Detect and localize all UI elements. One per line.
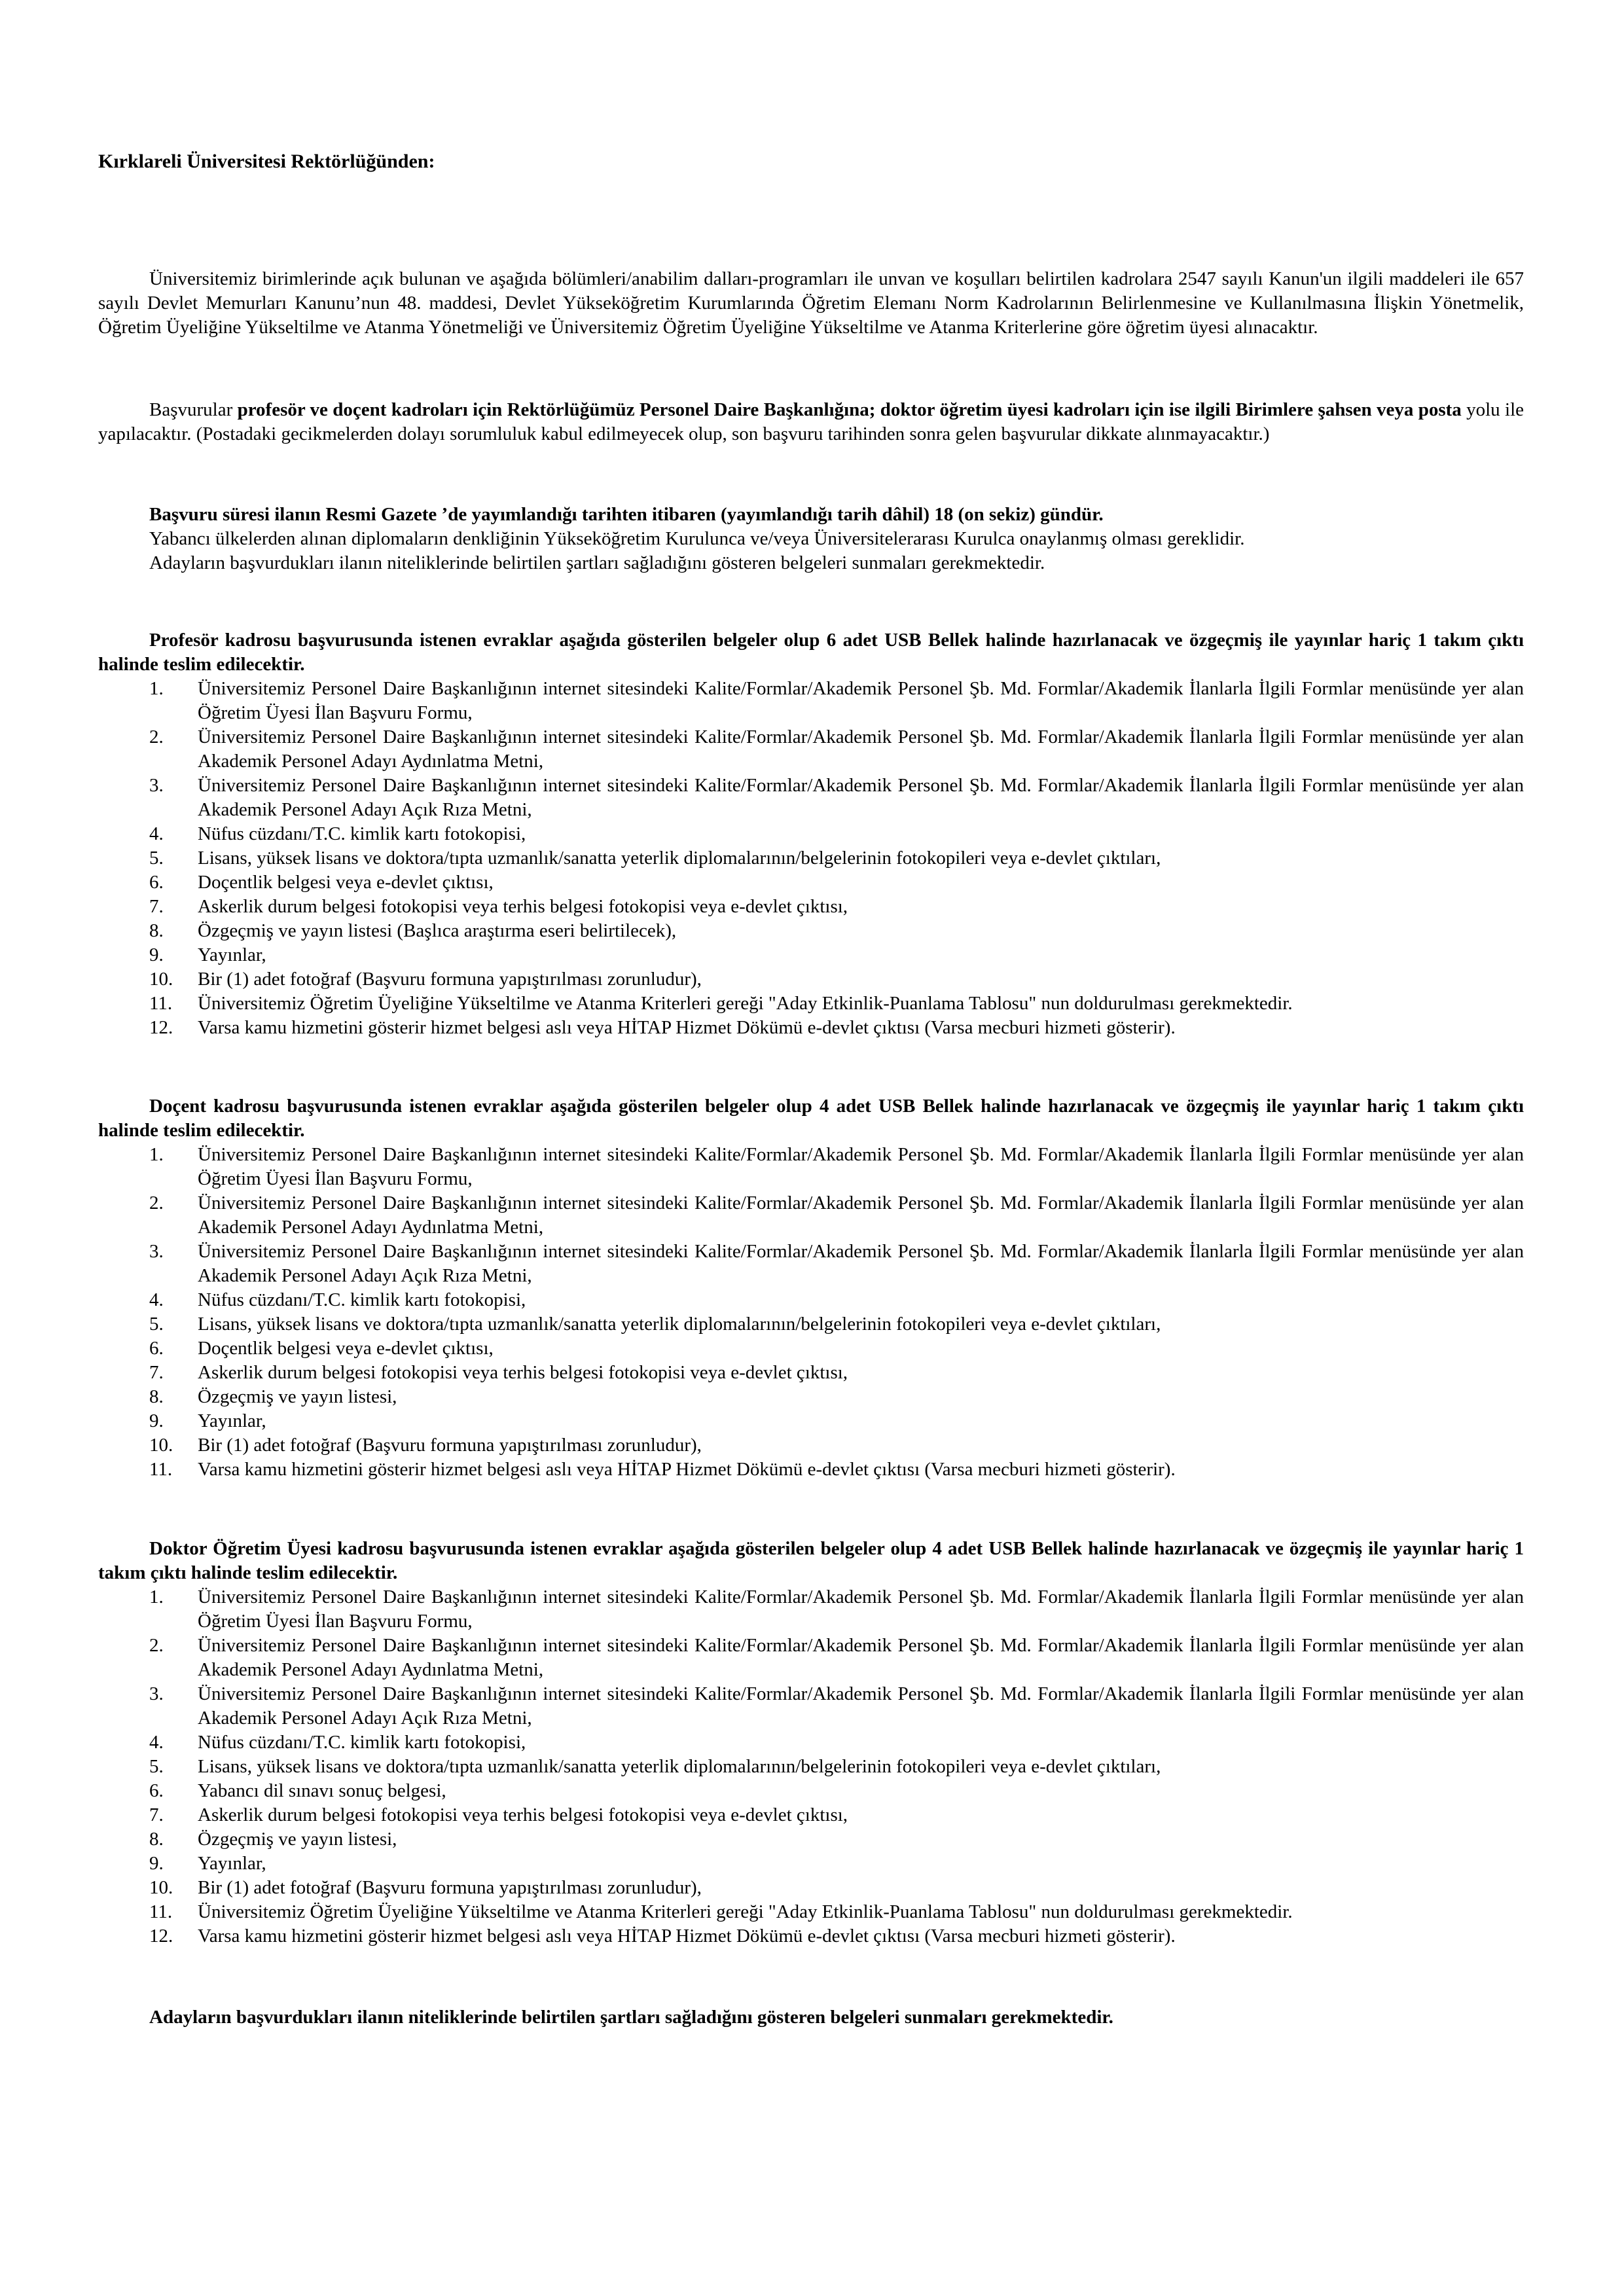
list-item: 1. Üniversitemiz Personel Daire Başkanlığının internet sitesindeki Kalite/Formlar/Akademik Personel Şb. Md. Formlar/Akademik İlanlarla İlgili Formlar menüsünde yer alan Öğretim Üyesi İlan Başvuru Formu, bbox=[98, 1143, 1524, 1191]
list-item-text: Bir (1) adet fotoğraf (Başvuru formuna yapıştırılması zorunludur), bbox=[198, 1435, 702, 1456]
list-item: 4. Nüfus cüzdanı/T.C. kimlik kartı fotokopisi, bbox=[98, 822, 1524, 846]
list-item-text: Özgeçmiş ve yayın listesi, bbox=[198, 1829, 397, 1850]
list-item: 9. Yayınlar, bbox=[98, 1852, 1524, 1876]
list-item: 7. Askerlik durum belgesi fotokopisi veya terhis belgesi fotokopisi veya e-devlet çıktısı, bbox=[98, 895, 1524, 919]
list-item: 4. Nüfus cüzdanı/T.C. kimlik kartı fotokopisi, bbox=[98, 1731, 1524, 1755]
application-paragraph bbox=[98, 398, 1524, 446]
list-item-text: Yayınlar, bbox=[198, 1410, 266, 1431]
deadline-line: Başvuru süresi ilanın Resmi Gazete ’de yayımlandığı tarihten itibaren (yayımlandığı tarih dâhil) 18 (on sekiz) gündür. bbox=[149, 504, 1104, 525]
list-item: 6. Doçentlik belgesi veya e-devlet çıktısı, bbox=[98, 870, 1524, 895]
list-item: 3. Üniversitemiz Personel Daire Başkanlığının internet sitesindeki Kalite/Formlar/Akademik Personel Şb. Md. Formlar/Akademik İlanlarla İlgili Formlar menüsünde yer alan Akademik Personel Adayı Açık Rıza Metni, bbox=[98, 774, 1524, 822]
page-title: Kırklareli Üniversitesi Rektörlüğünden: bbox=[98, 151, 435, 172]
foreign-diploma-line: Yabancı ülkelerden alınan diplomaların denkliğinin Yükseköğretim Kurulunca ve/veya Üniversitelerarası Kurulca onaylanmış olması gereklidir. bbox=[149, 528, 1245, 549]
list-item: 5. Lisans, yüksek lisans ve doktora/tıpta uzmanlık/sanatta yeterlik diplomalarının/belgelerinin fotokopileri veya e-devlet çıktıları, bbox=[98, 846, 1524, 870]
closing-note: Adayların başvurdukları ilanın niteliklerinde belirtilen şartları sağladığını gösteren belgeleri sunmaları gerekmektedir. bbox=[149, 2007, 1113, 2028]
list-item: 11. Üniversitemiz Öğretim Üyeliğine Yükseltilme ve Atanma Kriterleri gereği "Aday Etkinlik-Puanlama Tablosu" nun doldurulması gerekmektedir. bbox=[98, 1900, 1524, 1924]
list-item: 5. Lisans, yüksek lisans ve doktora/tıpta uzmanlık/sanatta yeterlik diplomalarının/belgelerinin fotokopileri veya e-devlet çıktıları, bbox=[98, 1312, 1524, 1336]
list-item-text: Yabancı dil sınavı sonuç belgesi, bbox=[198, 1780, 446, 1801]
list-item-text: Üniversitemiz Personel Daire Başkanlığının internet sitesindeki Kalite/Formlar/Akademik Personel Şb. Md. Formlar/Akademik İlanlarla İlgili Formlar menüsünde yer alan Öğretim Üyesi İlan Başvuru Formu, bbox=[198, 1144, 1524, 1189]
section-title-professor: Profesör kadrosu başvurusunda istenen evraklar aşağıda gösterilen belgeler olup 6 adet USB Bellek halinde hazırlanacak ve özgeçmiş ile yayınlar hariç 1 takım çıktı halinde teslim edilecektir. bbox=[98, 630, 1524, 675]
list-item: 7. Askerlik durum belgesi fotokopisi veya terhis belgesi fotokopisi veya e-devlet çıktısı, bbox=[98, 1803, 1524, 1827]
list-item-text: Yayınlar, bbox=[198, 944, 266, 965]
list-item-text: Üniversitemiz Öğretim Üyeliğine Yükseltilme ve Atanma Kriterleri gereği "Aday Etkinlik-Puanlama Tablosu" nun doldurulması gerekmektedir. bbox=[198, 993, 1293, 1014]
list-item-text: Doçentlik belgesi veya e-devlet çıktısı, bbox=[198, 1338, 494, 1359]
list-item: 2. Üniversitemiz Personel Daire Başkanlığının internet sitesindeki Kalite/Formlar/Akademik Personel Şb. Md. Formlar/Akademik İlanlarla İlgili Formlar menüsünde yer alan Akademik Personel Adayı Aydınlatma Metni, bbox=[98, 1634, 1524, 1682]
list-item-text: Nüfus cüzdanı/T.C. kimlik kartı fotokopisi, bbox=[198, 1732, 526, 1753]
list-item-text: Üniversitemiz Personel Daire Başkanlığının internet sitesindeki Kalite/Formlar/Akademik Personel Şb. Md. Formlar/Akademik İlanlarla İlgili Formlar menüsünde yer alan Akademik Personel Adayı Açık Rıza Metni, bbox=[198, 1683, 1524, 1729]
list-item-text: Üniversitemiz Personel Daire Başkanlığının internet sitesindeki Kalite/Formlar/Akademik Personel Şb. Md. Formlar/Akademik İlanlarla İlgili Formlar menüsünde yer alan Öğretim Üyesi İlan Başvuru Formu, bbox=[198, 1587, 1524, 1632]
intro-paragraph: Üniversitemiz birimlerinde açık bulunan ve aşağıda bölümleri/anabilim dalları-programları ile unvan ve koşulları belirtilen kadrolara 2547 sayılı Kanun'un ilgili maddeleri ile 657 sayılı Devlet Memurları Kanunu’nun 48. maddesi, Devlet Yükseköğretim Kurumlarında Öğretim Elemanı Norm Kadrolarının Belirlenmesine ve Kullanılmasına İlişkin Yönetmelik, Öğretim Üyeliğine Yükseltilme ve Atanma Yönetmeliği ve Üniversitemiz Öğretim Üyeliğine Yükseltilme ve Atanma Kriterlerine göre öğretim üyesi alınacaktır. bbox=[98, 268, 1524, 338]
list-item-text: Varsa kamu hizmetini gösterir hizmet belgesi aslı veya HİTAP Hizmet Dökümü e-devlet çıktısı (Varsa mecburi hizmeti gösterir). bbox=[198, 1459, 1176, 1480]
list-item-text: Askerlik durum belgesi fotokopisi veya terhis belgesi fotokopisi veya e-devlet çıktısı, bbox=[198, 896, 848, 917]
list-item-text: Üniversitemiz Personel Daire Başkanlığının internet sitesindeki Kalite/Formlar/Akademik Personel Şb. Md. Formlar/Akademik İlanlarla İlgili Formlar menüsünde yer alan Akademik Personel Adayı Açık Rıza Metni, bbox=[198, 1241, 1524, 1286]
list-item: 2. Üniversitemiz Personel Daire Başkanlığının internet sitesindeki Kalite/Formlar/Akademik Personel Şb. Md. Formlar/Akademik İlanlarla İlgili Formlar menüsünde yer alan Akademik Personel Adayı Aydınlatma Metni, bbox=[98, 725, 1524, 774]
list-item-text: Varsa kamu hizmetini gösterir hizmet belgesi aslı veya HİTAP Hizmet Dökümü e-devlet çıktısı (Varsa mecburi hizmeti gösterir). bbox=[198, 1926, 1176, 1946]
list-item: 9. Yayınlar, bbox=[98, 1409, 1524, 1433]
list-item: 6. Doçentlik belgesi veya e-devlet çıktısı, bbox=[98, 1336, 1524, 1361]
list-item: 12. Varsa kamu hizmetini gösterir hizmet belgesi aslı veya HİTAP Hizmet Dökümü e-devlet çıktısı (Varsa mecburi hizmeti gösterir). bbox=[98, 1924, 1524, 1948]
list-item: 10. Bir (1) adet fotoğraf (Başvuru formuna yapıştırılması zorunludur), bbox=[98, 1433, 1524, 1458]
list-item: 10. Bir (1) adet fotoğraf (Başvuru formuna yapıştırılması zorunludur), bbox=[98, 1876, 1524, 1900]
list-item: 1. Üniversitemiz Personel Daire Başkanlığının internet sitesindeki Kalite/Formlar/Akademik Personel Şb. Md. Formlar/Akademik İlanlarla İlgili Formlar menüsünde yer alan Öğretim Üyesi İlan Başvuru Formu, bbox=[98, 677, 1524, 725]
list-item-text: Doçentlik belgesi veya e-devlet çıktısı, bbox=[198, 872, 494, 893]
list-item: 9. Yayınlar, bbox=[98, 943, 1524, 967]
list-item-text: Varsa kamu hizmetini gösterir hizmet belgesi aslı veya HİTAP Hizmet Dökümü e-devlet çıktısı (Varsa mecburi hizmeti gösterir). bbox=[198, 1017, 1176, 1038]
list-item: 6. Yabancı dil sınavı sonuç belgesi, bbox=[98, 1779, 1524, 1803]
list-item: 8. Özgeçmiş ve yayın listesi, bbox=[98, 1827, 1524, 1852]
section-title-assistant-professor: Doktor Öğretim Üyesi kadrosu başvurusunda istenen evraklar aşağıda gösterilen belgeler olup 4 adet USB Bellek halinde hazırlanacak ve özgeçmiş ile yayınlar hariç 1 takım çıktı halinde teslim edilecektir. bbox=[98, 1538, 1524, 1583]
section-title-associate-professor: Doçent kadrosu başvurusunda istenen evraklar aşağıda gösterilen belgeler olup 4 adet USB Bellek halinde hazırlanacak ve özgeçmiş ile yayınlar hariç 1 takım çıktı halinde teslim edilecektir. bbox=[98, 1096, 1524, 1141]
list-item-text: Özgeçmiş ve yayın listesi (Başlıca araştırma eseri belirtilecek), bbox=[198, 920, 677, 941]
list-item-text: Özgeçmiş ve yayın listesi, bbox=[198, 1386, 397, 1407]
list-item-text: Üniversitemiz Personel Daire Başkanlığının internet sitesindeki Kalite/Formlar/Akademik Personel Şb. Md. Formlar/Akademik İlanlarla İlgili Formlar menüsünde yer alan Akademik Personel Adayı Aydınlatma Metni, bbox=[198, 726, 1524, 772]
list-item-text: Üniversitemiz Personel Daire Başkanlığının internet sitesindeki Kalite/Formlar/Akademik Personel Şb. Md. Formlar/Akademik İlanlarla İlgili Formlar menüsünde yer alan Akademik Personel Adayı Açık Rıza Metni, bbox=[198, 775, 1524, 820]
list-item: 10. Bir (1) adet fotoğraf (Başvuru formuna yapıştırılması zorunludur), bbox=[98, 967, 1524, 992]
list-item-text: Üniversitemiz Personel Daire Başkanlığının internet sitesindeki Kalite/Formlar/Akademik Personel Şb. Md. Formlar/Akademik İlanlarla İlgili Formlar menüsünde yer alan Öğretim Üyesi İlan Başvuru Formu, bbox=[198, 678, 1524, 723]
list-item: 1. Üniversitemiz Personel Daire Başkanlığının internet sitesindeki Kalite/Formlar/Akademik Personel Şb. Md. Formlar/Akademik İlanlarla İlgili Formlar menüsünde yer alan Öğretim Üyesi İlan Başvuru Formu, bbox=[98, 1585, 1524, 1634]
requirement-line: Adayların başvurdukları ilanın niteliklerinde belirtilen şartları sağladığını gösteren belgeleri sunmaları gerekmektedir. bbox=[149, 552, 1045, 573]
list-item-text: Lisans, yüksek lisans ve doktora/tıpta uzmanlık/sanatta yeterlik diplomalarının/belgelerinin fotokopileri veya e-devlet çıktıları, bbox=[198, 1756, 1161, 1777]
list-item-text: Bir (1) adet fotoğraf (Başvuru formuna yapıştırılması zorunludur), bbox=[198, 969, 702, 990]
list-item: 7. Askerlik durum belgesi fotokopisi veya terhis belgesi fotokopisi veya e-devlet çıktısı, bbox=[98, 1361, 1524, 1385]
list-item: 3. Üniversitemiz Personel Daire Başkanlığının internet sitesindeki Kalite/Formlar/Akademik Personel Şb. Md. Formlar/Akademik İlanlarla İlgili Formlar menüsünde yer alan Akademik Personel Adayı Açık Rıza Metni, bbox=[98, 1240, 1524, 1288]
list-item-text: Lisans, yüksek lisans ve doktora/tıpta uzmanlık/sanatta yeterlik diplomalarının/belgelerinin fotokopileri veya e-devlet çıktıları, bbox=[198, 1314, 1161, 1335]
list-item-text: Yayınlar, bbox=[198, 1853, 266, 1874]
list-item-text: Üniversitemiz Personel Daire Başkanlığının internet sitesindeki Kalite/Formlar/Akademik Personel Şb. Md. Formlar/Akademik İlanlarla İlgili Formlar menüsünde yer alan Akademik Personel Adayı Aydınlatma Metni, bbox=[198, 1193, 1524, 1238]
list-item: 11. Üniversitemiz Öğretim Üyeliğine Yükseltilme ve Atanma Kriterleri gereği "Aday Etkinlik-Puanlama Tablosu" nun doldurulması gerekmektedir. bbox=[98, 992, 1524, 1016]
list-item-text: Askerlik durum belgesi fotokopisi veya terhis belgesi fotokopisi veya e-devlet çıktısı, bbox=[198, 1362, 848, 1383]
list-item-text: Nüfus cüzdanı/T.C. kimlik kartı fotokopisi, bbox=[198, 1289, 526, 1310]
list-item-text: Bir (1) adet fotoğraf (Başvuru formuna yapıştırılması zorunludur), bbox=[198, 1877, 702, 1898]
list-item: 2. Üniversitemiz Personel Daire Başkanlığının internet sitesindeki Kalite/Formlar/Akademik Personel Şb. Md. Formlar/Akademik İlanlarla İlgili Formlar menüsünde yer alan Akademik Personel Adayı Aydınlatma Metni, bbox=[98, 1191, 1524, 1240]
list-item-text: Lisans, yüksek lisans ve doktora/tıpta uzmanlık/sanatta yeterlik diplomalarının/belgelerinin fotokopileri veya e-devlet çıktıları, bbox=[198, 848, 1161, 869]
list-item-text: Üniversitemiz Personel Daire Başkanlığının internet sitesindeki Kalite/Formlar/Akademik Personel Şb. Md. Formlar/Akademik İlanlarla İlgili Formlar menüsünde yer alan Akademik Personel Adayı Aydınlatma Metni, bbox=[198, 1635, 1524, 1680]
list-item: 12. Varsa kamu hizmetini gösterir hizmet belgesi aslı veya HİTAP Hizmet Dökümü e-devlet çıktısı (Varsa mecburi hizmeti gösterir). bbox=[98, 1016, 1524, 1040]
list-item-text: Nüfus cüzdanı/T.C. kimlik kartı fotokopisi, bbox=[198, 823, 526, 844]
list-item: 3. Üniversitemiz Personel Daire Başkanlığının internet sitesindeki Kalite/Formlar/Akademik Personel Şb. Md. Formlar/Akademik İlanlarla İlgili Formlar menüsünde yer alan Akademik Personel Adayı Açık Rıza Metni, bbox=[98, 1682, 1524, 1731]
list-item: 8. Özgeçmiş ve yayın listesi, bbox=[98, 1385, 1524, 1409]
application-text-2: yolu ile yapılacaktır. (Postadaki gecikmelerden dolayı sorumluluk kabul edilmeyecek olup, son başvuru tarihinden sonra gelen başvurular dikkate alınmayacaktır.) bbox=[98, 399, 1524, 444]
list-item: 11. Varsa kamu hizmetini gösterir hizmet belgesi aslı veya HİTAP Hizmet Dökümü e-devlet çıktısı (Varsa mecburi hizmeti gösterir). bbox=[98, 1458, 1524, 1482]
list-item-text: Askerlik durum belgesi fotokopisi veya terhis belgesi fotokopisi veya e-devlet çıktısı, bbox=[198, 1804, 848, 1825]
application-text-1: Başvurular bbox=[149, 399, 238, 420]
list-item: 5. Lisans, yüksek lisans ve doktora/tıpta uzmanlık/sanatta yeterlik diplomalarının/belgelerinin fotokopileri veya e-devlet çıktıları, bbox=[98, 1755, 1524, 1779]
list-item-text: Üniversitemiz Öğretim Üyeliğine Yükseltilme ve Atanma Kriterleri gereği "Aday Etkinlik-Puanlama Tablosu" nun doldurulması gerekmektedir. bbox=[198, 1901, 1293, 1922]
list-item: 4. Nüfus cüzdanı/T.C. kimlik kartı fotokopisi, bbox=[98, 1288, 1524, 1312]
application-text-bold: profesör ve doçent kadroları için Rektörlüğümüz Personel Daire Başkanlığına; doktor öğretim üyesi kadroları için ise ilgili Birimlere şahsen veya posta bbox=[237, 399, 1462, 420]
list-item: 8. Özgeçmiş ve yayın listesi (Başlıca araştırma eseri belirtilecek), bbox=[98, 919, 1524, 943]
